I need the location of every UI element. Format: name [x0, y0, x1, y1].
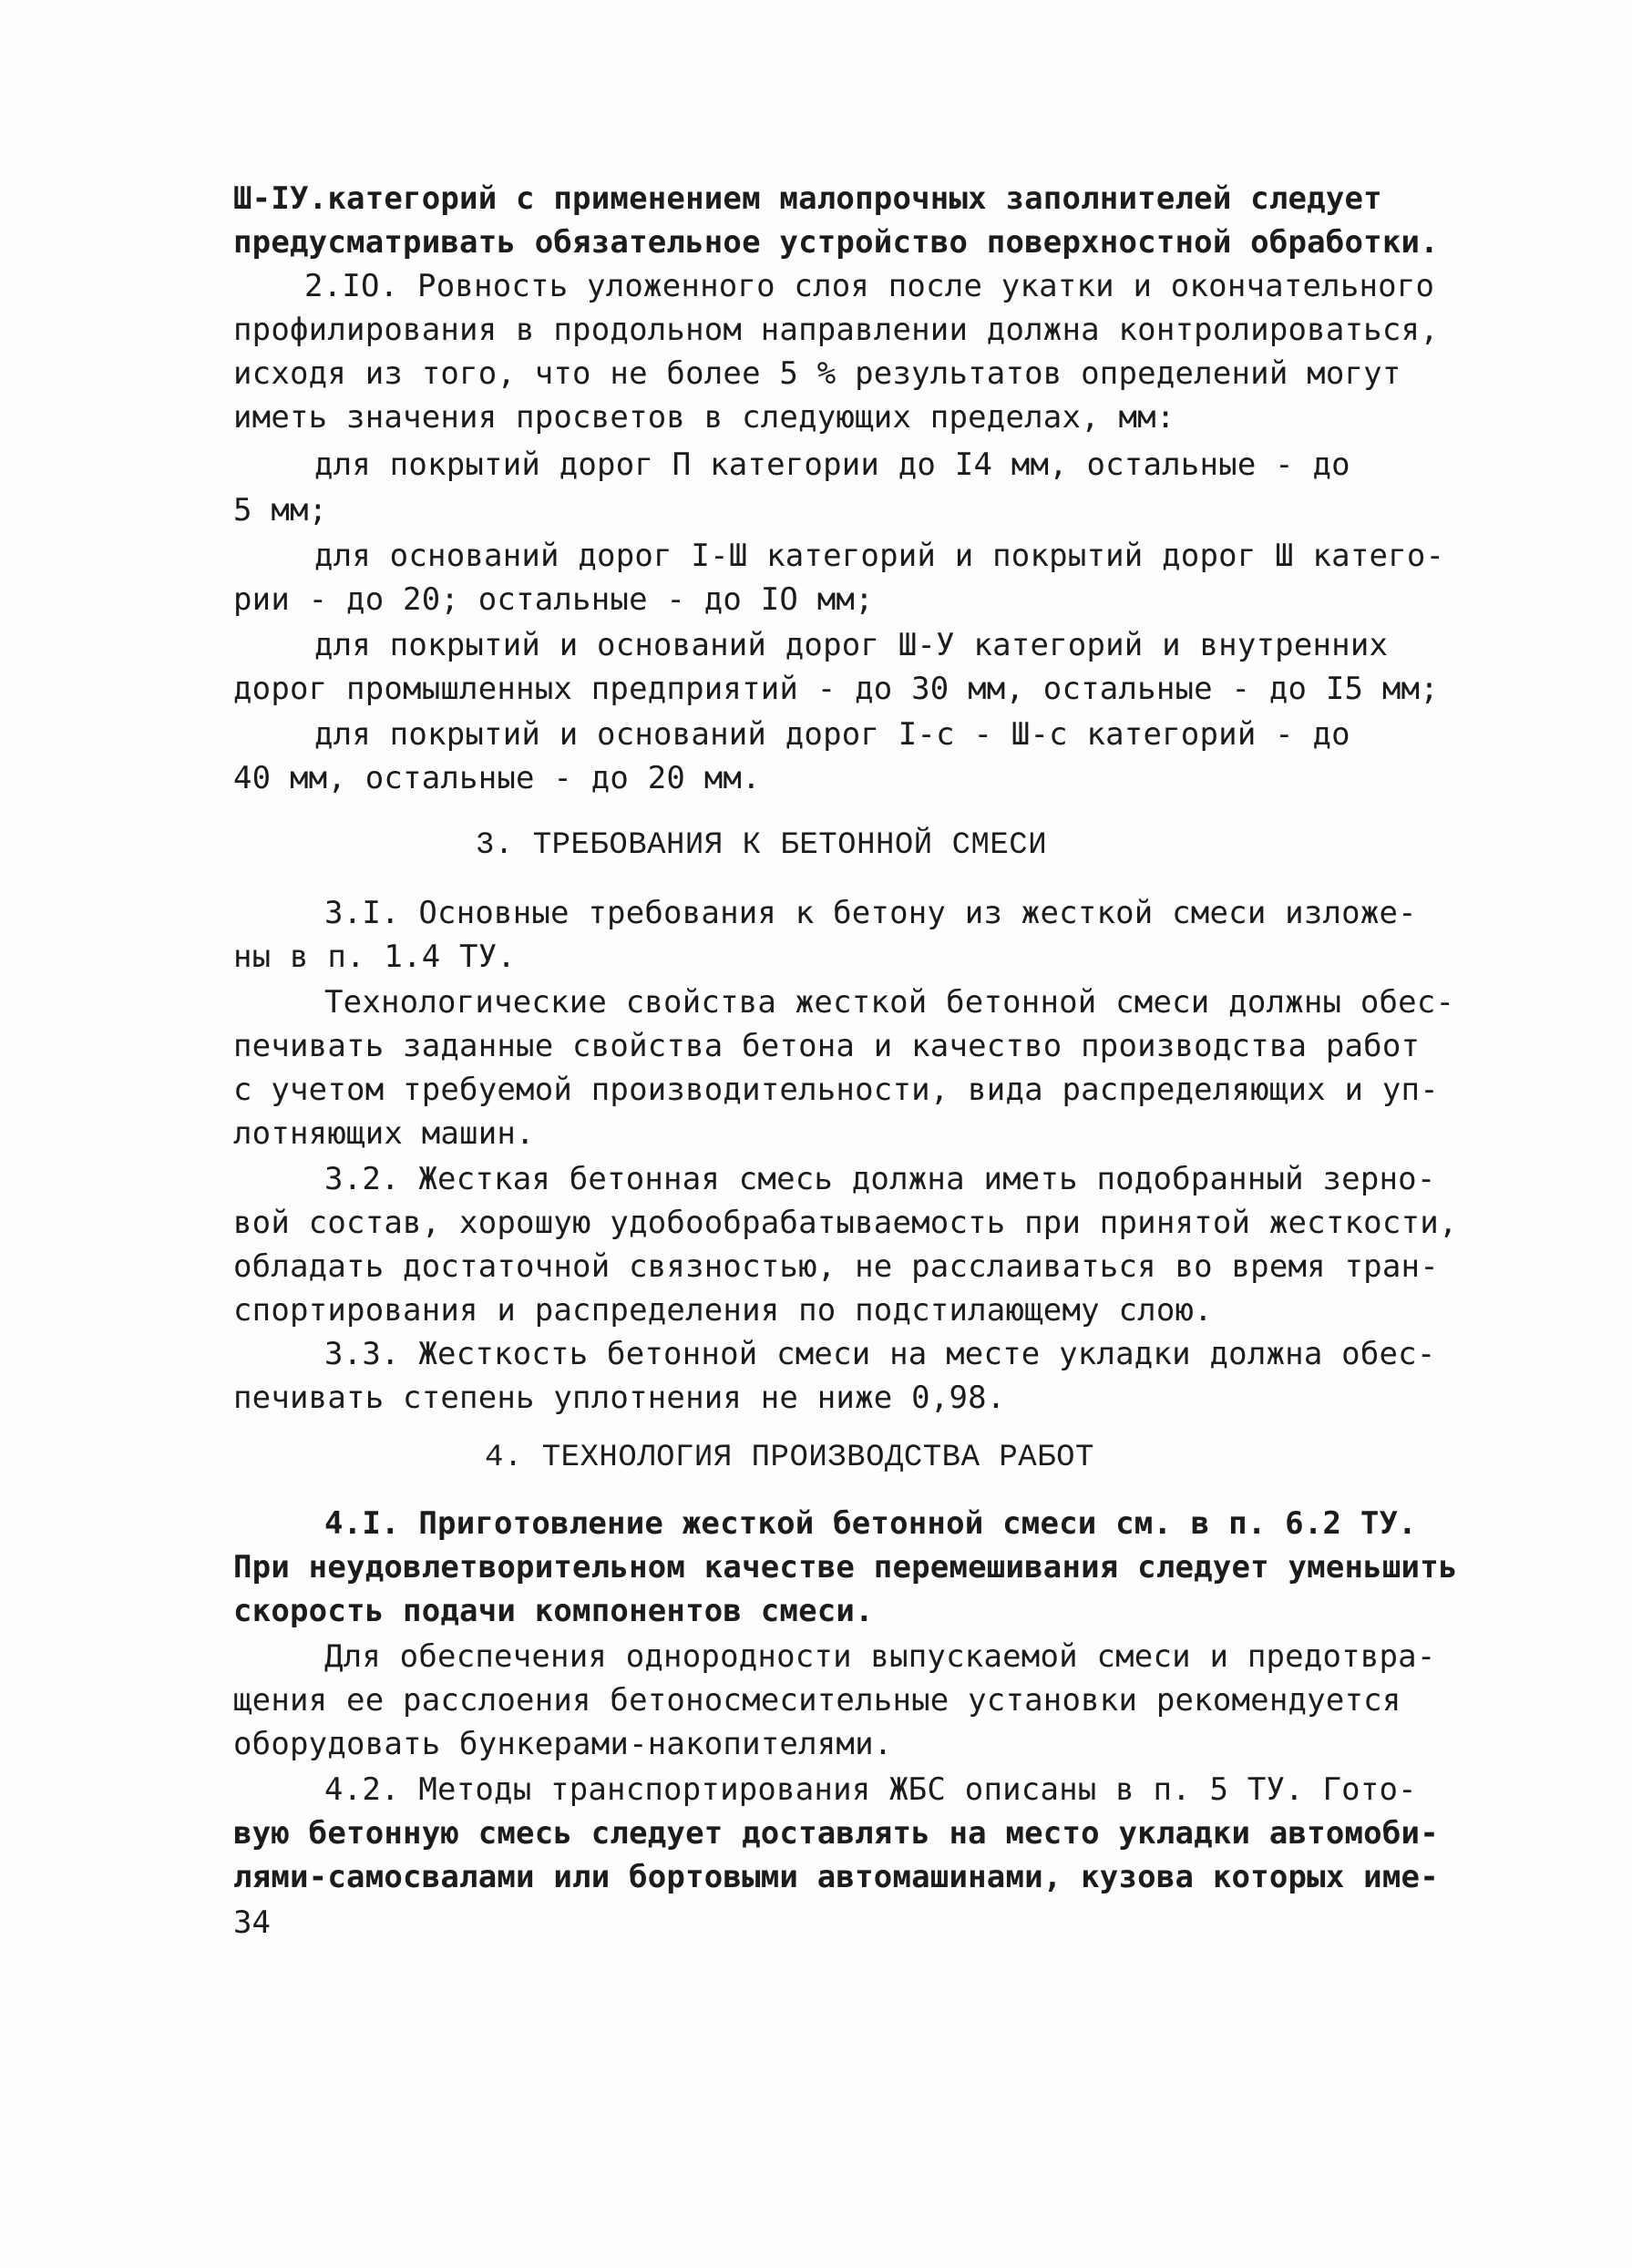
text-line: печивать заданные свойства бетона и качество производства работ	[233, 1028, 1421, 1064]
text-line: рии - до 20; остальные - до IO мм;	[233, 581, 874, 618]
text-line: Ш-IУ.категорий с применением малопрочных заполнителей следует	[233, 180, 1382, 217]
text-line: Для обеспечения однородности выпускаемой смеси и предотвра-	[324, 1638, 1436, 1675]
text-line: 40 мм, остальные - до 20 мм.	[233, 760, 761, 796]
text-line: щения ее расслоения бетоносмесительные установки рекомендуется	[233, 1682, 1401, 1719]
text-line: лями-самосвалами или бортовыми автомашинами, кузова которых име-	[233, 1859, 1439, 1895]
text-line: предусматривать обязательное устройство поверхностной обработки.	[233, 224, 1439, 261]
text-line: для покрытий и оснований дорог I-c - Ш-с категорий - до	[314, 716, 1350, 753]
text-line: спортирования и распределения по подстилающему слою.	[233, 1292, 1213, 1329]
section-heading: 4. ТЕХНОЛОГИЯ ПРОИЗВОДСТВА РАБОТ	[485, 1441, 1094, 1475]
text-line: скорость подачи компонентов смеси.	[233, 1593, 874, 1629]
text-line: 4.2. Методы транспортирования ЖБС описаны в п. 5 ТУ. Гото-	[324, 1771, 1417, 1808]
page-number: 34	[233, 1904, 271, 1941]
text-line: 3.2. Жесткая бетонная смесь должна иметь подобранный зерно-	[324, 1161, 1436, 1197]
section-heading: 3. ТРЕБОВАНИЯ К БЕТОННОЙ СМЕСИ	[476, 828, 1048, 863]
text-line: для покрытий и оснований дорог Ш-У категорий и внутренних	[314, 627, 1389, 663]
text-line: 4.I. Приготовление жесткой бетонной смеси см. в п. 6.2 ТУ.	[324, 1505, 1417, 1542]
text-line: оборудовать бункерами-накопителями.	[233, 1726, 893, 1762]
text-line: обладать достаточной связностью, не расслаиваться во время тран-	[233, 1248, 1439, 1285]
text-line: исходя из того, что не более 5 % результатов определений могут	[233, 355, 1401, 392]
text-line: вую бетонную смесь следует доставлять на место укладки автомоби-	[233, 1815, 1439, 1852]
text-line: для оснований дорог I-Ш категорий и покрытий дорог Ш катего-	[314, 538, 1445, 574]
text-line: лотняющих машин.	[233, 1115, 535, 1152]
text-line: 2.IO. Ровность уложенного слоя после укатки и окончательного	[304, 268, 1435, 304]
text-line: вой состав, хорошую удобообрабатываемость при принятой жесткости,	[233, 1205, 1458, 1241]
text-line: Технологические свойства жесткой бетонной смеси должны обес-	[324, 984, 1455, 1021]
text-line: печивать степень уплотнения не ниже 0,98.	[233, 1380, 1006, 1416]
text-line: 3.I. Основные требования к бетону из жесткой смеси изложе-	[324, 895, 1417, 931]
text-line: 5 мм;	[233, 492, 328, 529]
text-line: 3.3. Жесткость бетонной смеси на месте укладки должна обес-	[324, 1336, 1436, 1372]
text-line: иметь значения просветов в следующих пределах, мм:	[233, 399, 1175, 436]
text-line: дорог промышленных предприятий - до 30 мм, остальные - до I5 мм;	[233, 671, 1439, 707]
text-line: профилирования в продольном направлении должна контролироваться,	[233, 312, 1439, 348]
text-line: с учетом требуемой производительности, вида распределяющих и уп-	[233, 1072, 1439, 1108]
text-line: для покрытий дорог П категории до I4 мм, остальные - до	[314, 446, 1350, 483]
text-line: ны в п. 1.4 ТУ.	[233, 939, 517, 975]
text-line: При неудовлетворительном качестве перемешивания следует уменьшить	[233, 1549, 1458, 1586]
